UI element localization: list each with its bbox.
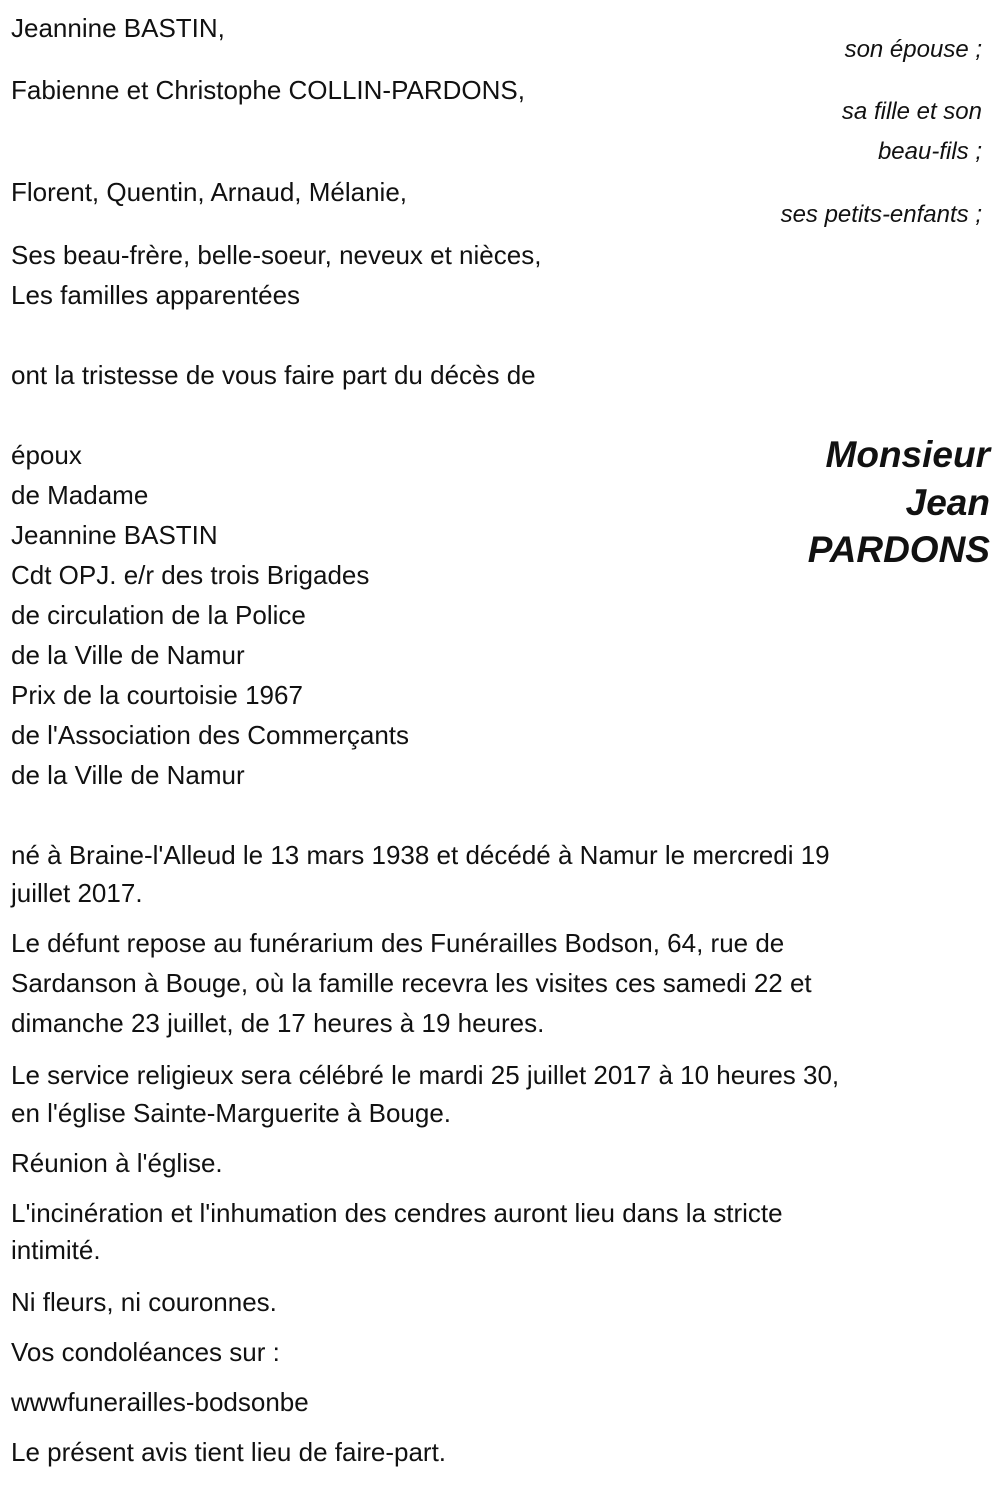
grandchildren-names: Florent, Quentin, Arnaud, Mélanie, <box>11 177 408 207</box>
spouse-role: son épouse ; <box>844 36 982 63</box>
detail-line: Prix de la courtoisie 1967 <box>11 680 303 710</box>
visitation-line: dimanche 23 juillet, de 17 heures à 19 heures. <box>11 1008 545 1038</box>
detail-line: de l'Association des Commerçants <box>11 720 410 750</box>
service-line: en l'église Sainte-Marguerite à Bouge. <box>11 1098 452 1128</box>
daughter-names: Fabienne et Christophe COLLIN-PARDONS, <box>11 75 525 105</box>
detail-line: de la Ville de Namur <box>11 760 245 790</box>
closing-note: Le présent avis tient lieu de faire-part. <box>11 1437 447 1467</box>
other-relatives: Ses beau-frère, belle-soeur, neveux et nièces, <box>11 240 542 270</box>
spouse-name: Jeannine BASTIN, <box>11 13 225 43</box>
flowers-note: Ni fleurs, ni couronnes. <box>11 1287 277 1317</box>
condolences-label: Vos condoléances sur : <box>11 1337 280 1367</box>
meeting: Réunion à l'église. <box>11 1148 223 1178</box>
detail-line: de la Ville de Namur <box>11 640 245 670</box>
visitation-line: Le défunt repose au funérarium des Funérailles Bodson, 64, rue de <box>11 928 785 958</box>
detail-line: Jeannine BASTIN <box>11 520 218 550</box>
daughter-role-line1: sa fille et son <box>841 98 982 125</box>
detail-line: de circulation de la Police <box>11 600 306 630</box>
visitation-line: Sardanson à Bouge, où la famille recevra les visites ces samedi 22 et <box>11 968 812 998</box>
cremation-line: L'incinération et l'inhumation des cendres auront lieu dans la stricte <box>11 1198 783 1228</box>
service-line: Le service religieux sera célébré le mardi 25 juillet 2017 à 10 heures 30, <box>11 1060 840 1090</box>
website-link[interactable]: wwwfunerailles-bodsonbe <box>11 1387 309 1417</box>
cremation-line: intimité. <box>11 1235 101 1265</box>
detail-line: de Madame <box>11 480 149 510</box>
deceased-title: Monsieur <box>825 434 990 475</box>
detail-line: Cdt OPJ. e/r des trois Brigades <box>11 560 370 590</box>
deceased-first-name: Jean <box>905 482 990 523</box>
related-families: Les familles apparentées <box>11 280 301 310</box>
detail-line: époux <box>11 440 82 470</box>
announcement: ont la tristesse de vous faire part du décès de <box>11 360 536 390</box>
grandchildren-role: ses petits-enfants ; <box>780 201 982 228</box>
deceased-last-name: PARDONS <box>807 529 990 570</box>
birth-death-line: juillet 2017. <box>11 878 143 908</box>
daughter-role-line2: beau-fils ; <box>877 138 982 165</box>
birth-death-line: né à Braine-l'Alleud le 13 mars 1938 et décédé à Namur le mercredi 19 <box>11 840 830 870</box>
